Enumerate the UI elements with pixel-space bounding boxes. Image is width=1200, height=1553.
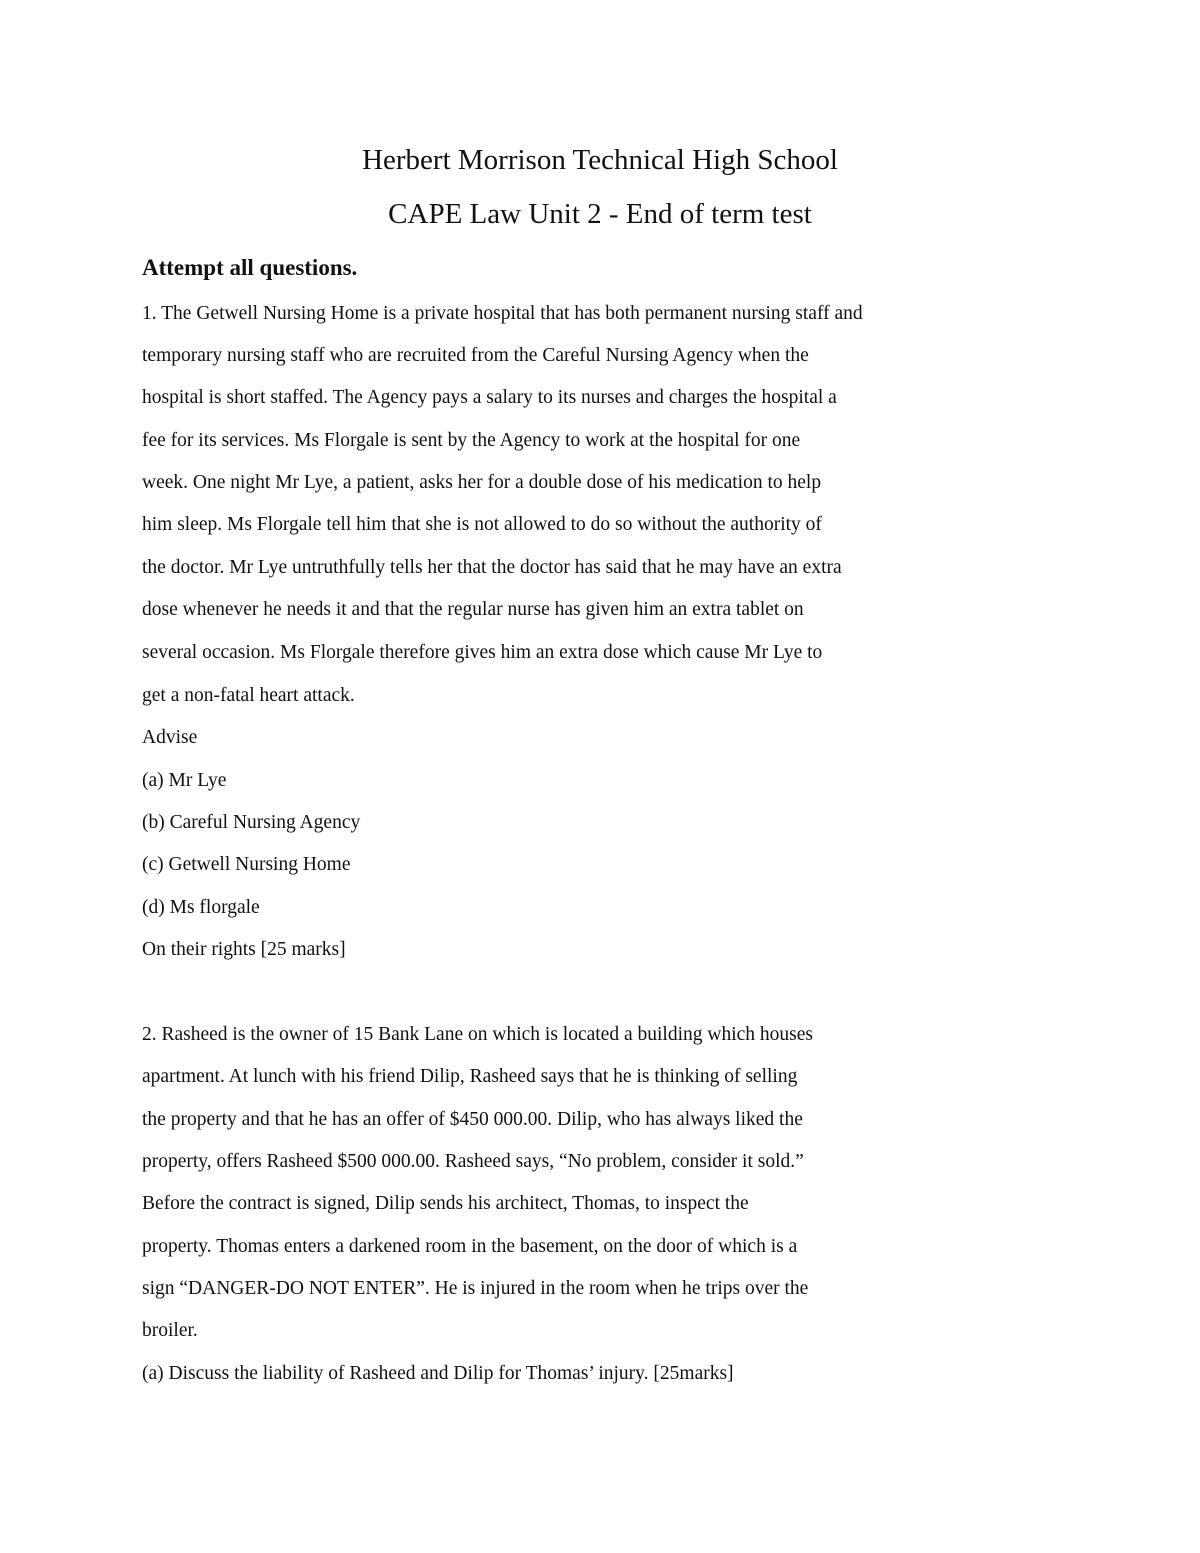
instruction-heading: Attempt all questions. <box>142 255 358 280</box>
question-1-line: the doctor. Mr Lye untruthfully tells her that the doctor has said that he may have an extra <box>142 557 842 578</box>
question-1-line: get a non-fatal heart attack. <box>142 685 355 706</box>
question-2-line: broiler. <box>142 1320 198 1341</box>
question-1-line: week. One night Mr Lye, a patient, asks her for a double dose of his medication to help <box>142 472 822 493</box>
question-2-line: 2. Rasheed is the owner of 15 Bank Lane on which is located a building which houses <box>142 1024 813 1045</box>
question-1-line: dose whenever he needs it and that the regular nurse has given him an extra tablet on <box>142 599 804 620</box>
question-1-line: several occasion. Ms Florgale therefore gives him an extra dose which cause Mr Lye to <box>142 642 823 663</box>
question-2-line: property, offers Rasheed $500 000.00. Rasheed says, “No problem, consider it sold.” <box>142 1151 804 1172</box>
school-name-heading: Herbert Morrison Technical High School <box>362 144 838 176</box>
question-2-line: apartment. At lunch with his friend Dilip, Rasheed says that he is thinking of selling <box>142 1066 798 1087</box>
question-1-part: (a) Mr Lye <box>142 770 227 791</box>
question-2-line: Before the contract is signed, Dilip sends his architect, Thomas, to inspect the <box>142 1193 749 1214</box>
question-2-line: property. Thomas enters a darkened room in the basement, on the door of which is a <box>142 1236 798 1257</box>
question-1-part: (b) Careful Nursing Agency <box>142 812 361 833</box>
question-1-line: 1. The Getwell Nursing Home is a private hospital that has both permanent nursing staff and <box>142 303 863 324</box>
question-1-closing: On their rights [25 marks] <box>142 939 346 960</box>
test-title-heading: CAPE Law Unit 2 - End of term test <box>388 198 812 230</box>
question-1-line: hospital is short staffed. The Agency pays a salary to its nurses and charges the hospital a <box>142 387 837 408</box>
question-1-part: (d) Ms florgale <box>142 897 260 918</box>
question-2-line: the property and that he has an offer of $450 000.00. Dilip, who has always liked the <box>142 1109 803 1130</box>
advise-label: Advise <box>142 727 198 748</box>
question-1-line: fee for its services. Ms Florgale is sent by the Agency to work at the hospital for one <box>142 430 801 451</box>
question-2-part: (a) Discuss the liability of Rasheed and Dilip for Thomas’ injury. [25marks] <box>142 1363 734 1384</box>
question-1-line: him sleep. Ms Florgale tell him that she is not allowed to do so without the authority of <box>142 514 822 535</box>
question-1-part: (c) Getwell Nursing Home <box>142 854 351 875</box>
question-2-line: sign “DANGER-DO NOT ENTER”. He is injured in the room when he trips over the <box>142 1278 809 1299</box>
question-1-line: temporary nursing staff who are recruited from the Careful Nursing Agency when the <box>142 345 809 366</box>
